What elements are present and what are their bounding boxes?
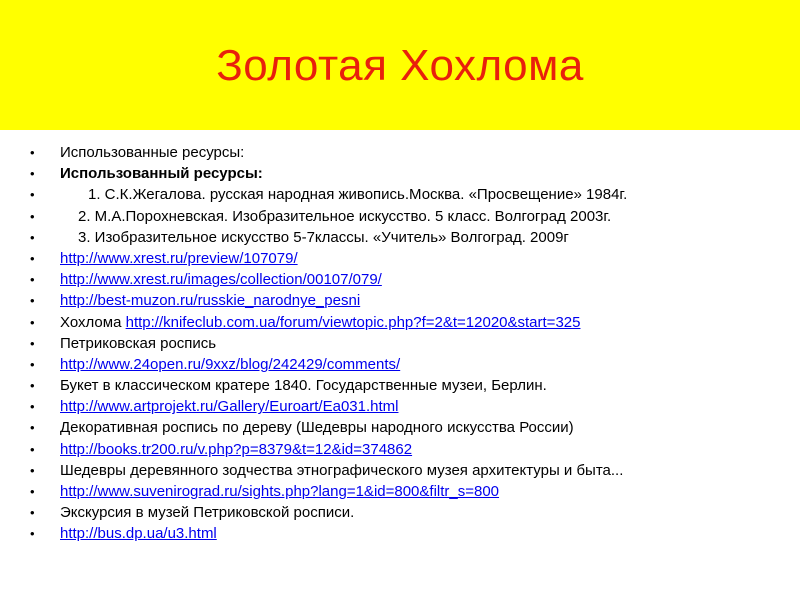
bullet-icon: •	[30, 166, 35, 182]
bullet-icon: •	[30, 378, 35, 394]
bullet-icon: •	[30, 229, 35, 245]
bullet-icon: •	[30, 526, 35, 542]
item-text: Декоративная роспись по дереву (Шедевры народного искусства России)	[60, 419, 574, 437]
bullet-icon: •	[30, 399, 35, 415]
bullet-icon: •	[30, 441, 35, 457]
resource-link[interactable]: http://www.xrest.ru/preview/107079/	[60, 249, 298, 267]
bullet-icon: •	[30, 314, 35, 330]
slide-title: Золотая Хохлома	[216, 41, 584, 90]
list-item	[30, 312, 770, 333]
item-text: Букет в классическом кратере 1840. Государственные музеи, Берлин.	[60, 377, 547, 395]
item-text: Петриковская роспись	[60, 334, 217, 352]
item-prefix-text: Хохлома	[60, 313, 126, 331]
list-item	[30, 460, 770, 481]
bullet-icon: •	[30, 505, 35, 521]
list-item	[30, 269, 770, 290]
list-item	[30, 290, 770, 311]
bullet-icon: •	[30, 250, 35, 266]
list-item	[30, 502, 770, 523]
list-item-ref-2	[30, 206, 770, 227]
bullet-icon: •	[30, 356, 35, 372]
resource-link[interactable]: http://www.xrest.ru/images/collection/00107/079/	[60, 271, 382, 289]
resources-list	[30, 142, 770, 545]
bullet-icon: •	[30, 420, 35, 436]
bullet-icon: •	[30, 462, 35, 478]
list-item-heading-bold	[30, 163, 770, 184]
title-band	[0, 0, 800, 130]
list-item-ref-1	[30, 184, 770, 205]
resource-link[interactable]: http://best-muzon.ru/russkie_narodnye_pesni	[60, 292, 361, 310]
list-item	[30, 375, 770, 396]
list-item	[30, 333, 770, 354]
bullet-icon: •	[30, 293, 35, 309]
bullet-icon: •	[30, 208, 35, 224]
resource-link[interactable]: http://books.tr200.ru/v.php?p=8379&t=12&id=374862	[60, 440, 413, 458]
resource-link[interactable]: http://knifeclub.com.ua/forum/viewtopic.php?f=2&t=12020&start=325	[125, 313, 581, 331]
reference-text: 2. М.А.Порохневская. Изобразительное искусство. 5 класс. Волгоград 2003г.	[78, 207, 612, 225]
resources-heading-bold: Использованный ресурсы:	[60, 165, 263, 183]
reference-text: 3. Изобразительное искусство 5-7классы. «Учитель» Волгоград. 2009г	[78, 228, 569, 246]
bullet-icon: •	[30, 484, 35, 499]
list-item-heading	[30, 142, 770, 163]
resource-link[interactable]: http://www.artprojekt.ru/Gallery/Euroart/Ea031.html	[60, 398, 399, 416]
list-item	[30, 396, 770, 417]
list-item	[30, 248, 770, 269]
bullet-icon: •	[30, 145, 35, 160]
bullet-icon: •	[30, 272, 35, 288]
resource-link[interactable]: http://bus.dp.ua/u3.html	[60, 525, 217, 543]
bullet-icon: •	[30, 335, 35, 351]
resource-link[interactable]: http://www.suvenirograd.ru/sights.php?lang=1&id=800&filtr_s=800	[60, 483, 500, 500]
resource-link[interactable]: http://www.24open.ru/9xxz/blog/242429/comments/	[60, 355, 401, 373]
list-item	[30, 481, 770, 502]
bullet-icon: •	[30, 187, 35, 203]
list-item	[30, 523, 770, 544]
list-item	[30, 354, 770, 375]
list-item	[30, 417, 770, 438]
list-item-ref-3	[30, 227, 770, 248]
resources-heading: Использованные ресурсы:	[60, 144, 245, 161]
item-text: Экскурсия в музей Петриковской росписи.	[60, 504, 355, 522]
item-text: Шедевры деревянного зодчества этнографического музея архитектуры и быта...	[60, 461, 624, 479]
reference-text: 1. С.К.Жегалова. русская народная живопись.Москва. «Просвещение» 1984г.	[88, 186, 628, 204]
list-item	[30, 439, 770, 460]
